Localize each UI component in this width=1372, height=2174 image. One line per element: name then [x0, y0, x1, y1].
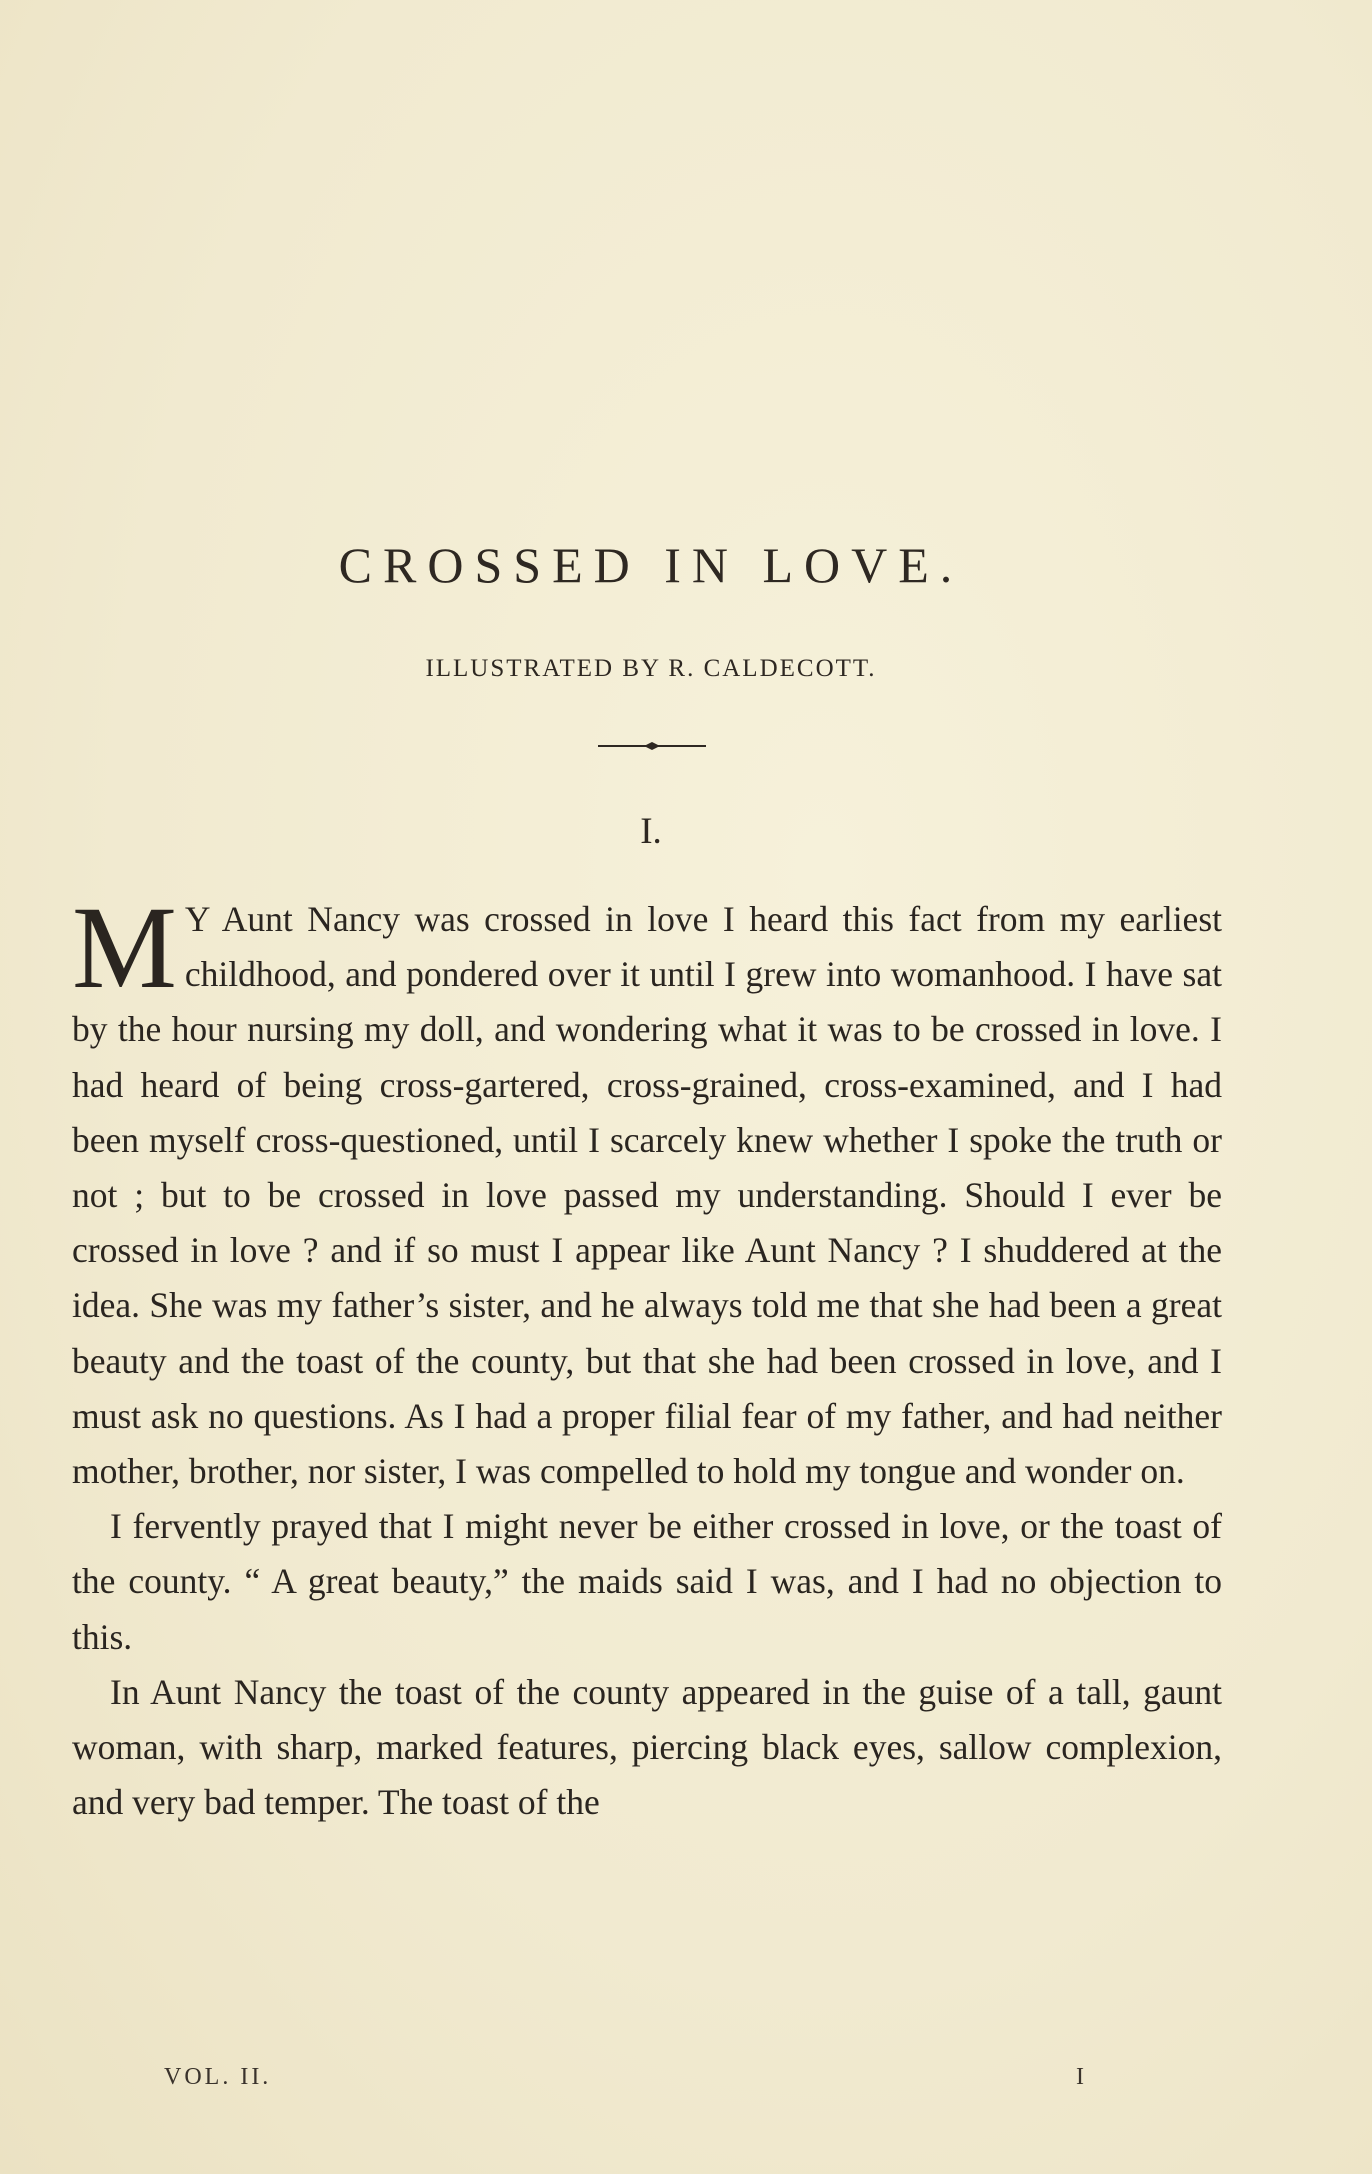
- volume-label: VOL. II.: [164, 2064, 272, 2090]
- paragraph: [72, 1665, 1222, 1831]
- paragraph: [72, 1499, 1222, 1665]
- ornamental-rule: [598, 738, 706, 754]
- section-number: I.: [640, 811, 662, 852]
- chapter-title: CROSSED IN LOVE.: [338, 537, 964, 593]
- paragraph-text: I fervently prayed that I might never be either crossed in love, or the toast of the county. “ A great beauty,” the maids said I was, and I had no objection to this.: [72, 1506, 1222, 1657]
- signature-mark: I: [1076, 2064, 1084, 2090]
- illustrator-credit: ILLUSTRATED BY R. CALDECOTT.: [425, 655, 877, 682]
- page-footer: [0, 2064, 1372, 2104]
- paragraph: [72, 882, 1222, 1499]
- drop-cap: M: [72, 882, 177, 1013]
- paragraph-text: Y Aunt Nancy was crossed in love I heard this fact from my earliest childhood, and pondered over it until I grew into womanhood. I have sat by the hour nursing my doll, and wondering what it was to be crossed in love. I had heard of being cross-gartered, cross-grained, cross-examined, and I had been myself cross-questioned, until I scarcely knew whether I spoke the truth or not ; but to be crossed in love passed my understanding. Should I ever be crossed in love ? and if so must I appear like Aunt Nancy ? I shuddered at the idea. She was my father’s sister, and he always told me that she had been a great beauty and the toast of the county, but that she had been crossed in love, and I must ask no questions. As I had a proper filial fear of my father, and had neither mother, brother, nor sister, I was compelled to hold my tongue and wonder on.: [72, 899, 1222, 1492]
- body-text: [72, 882, 1222, 1830]
- paragraph-text: In Aunt Nancy the toast of the county appeared in the guise of a tall, gaunt woman, with sharp, marked features, piercing black eyes, sallow complexion, and very bad temper. The toast of the: [72, 1671, 1222, 1823]
